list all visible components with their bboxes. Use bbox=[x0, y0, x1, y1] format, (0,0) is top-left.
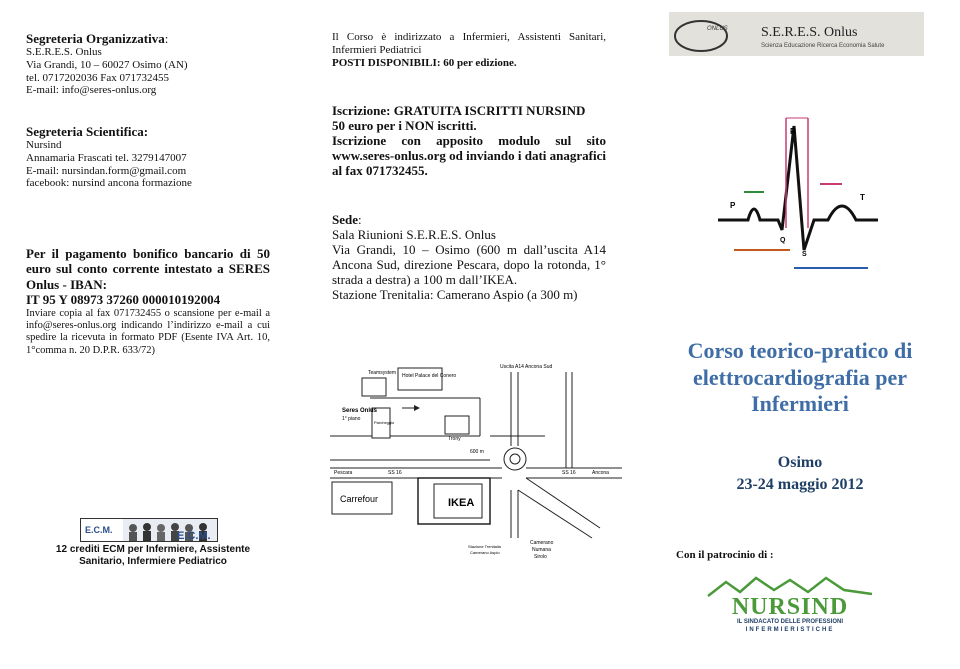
ecg-wave bbox=[718, 126, 878, 250]
nursind-tagline-1: IL SINDACATO DELLE PROFESSIONI bbox=[736, 619, 844, 625]
seres-onlus-logo bbox=[669, 12, 924, 56]
seg-sci-line: Nursind bbox=[26, 139, 62, 151]
payment-heading: Per il pagamento bonifico bancario di 50 euro sul conto corrente intestato a SERES Onlus - IBAN: bbox=[26, 246, 270, 292]
ecm-caption-line: Sanitario, Infermiere Pediatrico bbox=[79, 556, 227, 567]
registration-fee: 50 euro per i NON iscritti. bbox=[332, 118, 477, 133]
map-label-pescara: Pescara bbox=[334, 470, 353, 476]
course-title bbox=[640, 338, 960, 418]
venue-station: Stazione Trenitalia: Camerano Aspio (a 300 m) bbox=[332, 287, 578, 302]
map-label-hotel: Hotel Palace del Conero bbox=[402, 373, 457, 379]
target-audience: Il Corso è indirizzato a Infermieri, Assistenti Sanitari, Infermieri Pediatrici bbox=[332, 31, 606, 56]
map-label-distance: 600 m bbox=[470, 449, 484, 455]
nursind-name: NURSIND bbox=[731, 594, 849, 620]
ecm-caption-line: 12 crediti ECM per Infermiere, Assistente bbox=[55, 544, 251, 555]
ecm-credits-caption bbox=[18, 544, 288, 568]
map-label-seres: Seres Onlus bbox=[342, 408, 378, 414]
event-city: Osimo bbox=[777, 454, 823, 471]
logo-name: S.E.R.E.S. Onlus bbox=[761, 25, 858, 40]
map-label-ikea: IKEA bbox=[448, 497, 475, 509]
seg-org-line: tel. 0717202036 Fax 071732455 bbox=[26, 71, 169, 84]
ecm-logo-text: E.C.M. bbox=[85, 525, 113, 535]
ecm-people-image bbox=[123, 519, 217, 541]
venue-address: Via Grandi, 10 – Osimo (600 m dall’uscita A14 Ancona Sud, direzione Pescara, dopo la rotonda, 1° strada a destra) a 100 m dall’IKEA. bbox=[332, 242, 606, 287]
ecm-logo-overlay-text: E.C.M. bbox=[177, 530, 211, 541]
left-panel bbox=[0, 0, 300, 669]
map-label-numana: Numana bbox=[532, 547, 551, 553]
map-label-sirolo: Sirolo bbox=[534, 554, 547, 558]
seg-org-email: E-mail: info@seres-onlus.org bbox=[26, 84, 157, 97]
course-title-line: Infermieri bbox=[751, 391, 849, 416]
map-label-teamsystem: Teamsystem bbox=[368, 370, 397, 376]
ecg-label-p: P bbox=[730, 201, 736, 210]
scientific-secretariat-heading: Segreteria Scientifica: bbox=[26, 124, 149, 139]
payment-instructions: Inviare copia al fax 071732455 o scansione per e-mail a info@seres-onlus.org indicando l’indirizzo e-mail a cui spedire la ricevuta in formato PDF (Esente IVA Art. 10, 1°comma n. 20 D.P.R. 633/72) bbox=[26, 307, 270, 356]
seg-sci-facebook: facebook: nursind ancona formazione bbox=[26, 177, 192, 190]
course-target bbox=[332, 31, 606, 69]
seg-sci-line: Annamaria Frascati tel. 3279147007 bbox=[26, 151, 187, 164]
organizational-secretariat bbox=[26, 31, 286, 97]
ecg-diagram bbox=[718, 100, 878, 280]
event-place-date bbox=[640, 452, 960, 496]
course-title-line: elettrocardiografia per bbox=[692, 364, 907, 390]
map-label-ancona: Ancona bbox=[592, 470, 609, 476]
map-label-trony: Trony bbox=[448, 436, 461, 442]
nursind-tagline-2: INFERMIERISTICHE bbox=[745, 627, 835, 632]
available-seats: POSTI DISPONIBILI: 60 per edizione. bbox=[332, 56, 517, 69]
course-title-line: Corso teorico-pratico di bbox=[687, 338, 913, 363]
ecg-label-q: Q bbox=[780, 237, 786, 244]
ecg-label-s: S bbox=[802, 251, 807, 258]
registration-free: Iscrizione: GRATUITA ISCRITTI NURSIND bbox=[332, 103, 586, 118]
logo-badge: ONLUS bbox=[707, 26, 728, 32]
hotel-building bbox=[398, 368, 442, 390]
middle-panel bbox=[300, 0, 640, 669]
registration-info bbox=[332, 103, 606, 178]
venue-heading: Sede: bbox=[332, 212, 362, 227]
ecm-logo bbox=[80, 518, 218, 542]
map-label-ss16-left: SS 16 bbox=[388, 470, 402, 476]
seg-org-line: Via Grandi, 10 – 60027 Osimo (AN) bbox=[26, 58, 188, 71]
location-map bbox=[330, 358, 622, 558]
map-label-ss16-right: SS 16 bbox=[562, 470, 576, 476]
ecg-label-t: T bbox=[860, 193, 865, 202]
map-label-parking: Parcheggio bbox=[374, 420, 395, 425]
map-label-camerano: Camerano bbox=[530, 540, 554, 546]
venue-name: Sala Riunioni S.E.R.E.S. Onlus bbox=[332, 227, 496, 242]
map-label-station2: Camerano Aspio bbox=[470, 550, 500, 555]
venue-info bbox=[332, 212, 606, 302]
seg-sci-email: E-mail: nursindan.form@gmail.com bbox=[26, 164, 187, 177]
patronage-label: Con il patrocinio di : bbox=[676, 549, 774, 561]
right-panel bbox=[640, 0, 960, 669]
map-label-carrefour: Carrefour bbox=[340, 494, 379, 504]
payment-info bbox=[26, 246, 270, 357]
scientific-secretariat bbox=[26, 124, 286, 190]
seg-org-line: S.E.R.E.S. Onlus bbox=[26, 46, 102, 58]
map-label-station1: Stazione Trenitalia bbox=[468, 544, 501, 549]
map-label-exit: Uscita A14 Ancona Sud bbox=[500, 364, 553, 370]
organizational-secretariat-heading: Segreteria Organizzativa: bbox=[26, 31, 169, 46]
iban: IT 95 Y 08973 37260 000010192004 bbox=[26, 292, 221, 308]
event-dates: 23-24 maggio 2012 bbox=[736, 476, 864, 493]
registration-instructions: Iscrizione con apposito modulo sul sito www.seres-onlus.org od inviando i dati anagrafici al fax 071732455. bbox=[332, 133, 606, 178]
nursind-logo bbox=[704, 574, 876, 632]
map-label-floor: 1° piano bbox=[342, 416, 361, 422]
ecg-label-r: R bbox=[790, 127, 796, 136]
logo-tagline: Scienza Educazione Ricerca Economia Salute bbox=[761, 43, 885, 49]
